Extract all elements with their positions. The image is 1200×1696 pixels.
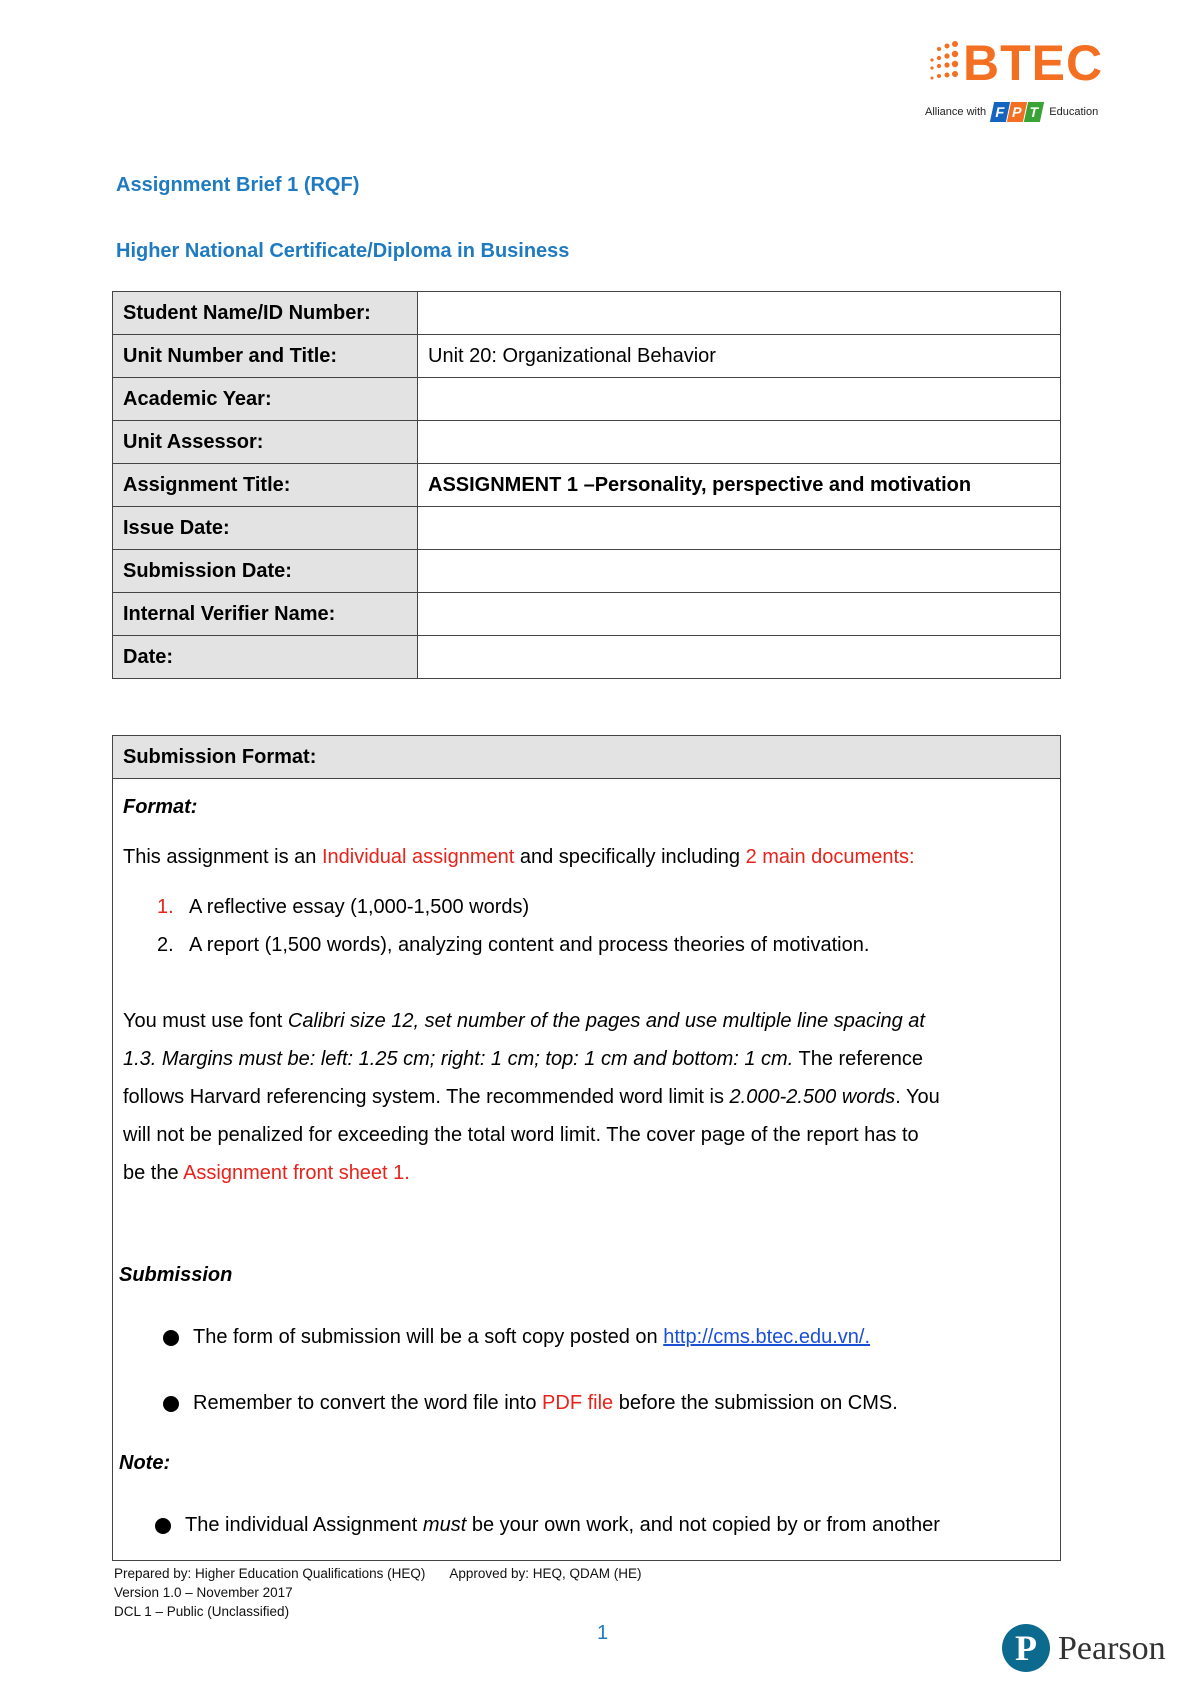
fpt-letter-f: F (990, 102, 1010, 122)
fpt-logo (992, 102, 1043, 122)
para-text: The reference (793, 1048, 923, 1070)
footer-dcl: DCL 1 – Public (Unclassified) (114, 1604, 290, 1619)
row-label: Academic Year: (113, 378, 418, 421)
list-number: 1. (157, 896, 174, 918)
footer-prepared: Prepared by: Higher Education Qualifications (HEQ) (114, 1566, 426, 1581)
intro-highlight-documents: 2 main documents: (745, 846, 915, 868)
para-italic: 1.3. Margins must be: left: 1.25 cm; right: 1 cm; top: 1 cm and bottom: 1 cm. (123, 1048, 794, 1070)
list-number: 2. (157, 934, 174, 956)
bullet-text: The individual Assignment (185, 1514, 423, 1536)
pdf-highlight: PDF file (542, 1392, 614, 1414)
list-item (157, 896, 529, 919)
pearson-mark-icon: P (1002, 1624, 1050, 1672)
bullet-italic: must (422, 1514, 467, 1536)
table-row (113, 507, 1061, 550)
cms-link[interactable]: http://cms.btec.edu.vn/. (663, 1326, 871, 1348)
row-value (418, 593, 1061, 636)
assignment-brief-title: Assignment Brief 1 (RQF) (116, 174, 360, 196)
row-value (418, 507, 1061, 550)
table-row (113, 421, 1061, 464)
page-number: 1 (597, 1622, 609, 1644)
row-label: Internal Verifier Name: (113, 593, 418, 636)
row-value (418, 636, 1061, 679)
row-label: Date: (113, 636, 418, 679)
format-paragraph-line-5 (123, 1162, 410, 1185)
bullet-icon (163, 1330, 179, 1346)
para-italic: 2.000-2.500 words (729, 1086, 896, 1108)
footer-approved: Approved by: HEQ, QDAM (HE) (449, 1566, 642, 1581)
submission-label: Submission (119, 1264, 233, 1286)
para-text: . You (895, 1086, 940, 1108)
btec-dots-icon (925, 38, 965, 86)
front-sheet-highlight: Assignment front sheet 1. (183, 1162, 410, 1184)
table-row (113, 636, 1061, 679)
row-value (418, 292, 1061, 335)
assignment-info-table (112, 291, 1061, 679)
row-value (418, 550, 1061, 593)
row-label: Unit Assessor: (113, 421, 418, 464)
format-paragraph-line-4: will not be penalized for exceeding the total word limit. The cover page of the report has to (123, 1124, 919, 1146)
pearson-logo (1002, 1624, 1182, 1678)
row-value: Unit 20: Organizational Behavior (418, 335, 1061, 378)
bullet-text: be your own work, and not copied by or from another (466, 1514, 940, 1536)
table-row (113, 593, 1061, 636)
row-label: Submission Date: (113, 550, 418, 593)
bullet-text: The form of submission will be a soft copy posted on (193, 1326, 664, 1348)
submission-bullet-2 (163, 1392, 898, 1415)
table-row (113, 292, 1061, 335)
para-italic: Calibri size 12, set number of the pages and use multiple line spacing at (287, 1010, 925, 1032)
list-item (157, 934, 869, 957)
row-label: Unit Number and Title: (113, 335, 418, 378)
format-label: Format: (123, 796, 198, 818)
note-label: Note: (119, 1452, 171, 1474)
table-row (113, 464, 1061, 507)
bullet-text: before the submission on CMS. (613, 1392, 898, 1414)
list-text: A report (1,500 words), analyzing content and process theories of motivation. (189, 934, 870, 956)
pearson-wordmark: Pearson (1058, 1630, 1166, 1667)
note-bullet (155, 1514, 940, 1537)
alliance-line (925, 102, 1098, 122)
submission-format-box (112, 735, 1061, 1561)
format-paragraph-line-1 (123, 1010, 925, 1033)
format-paragraph-line-3 (123, 1086, 940, 1109)
submission-bullet-1 (163, 1326, 870, 1349)
document-footer (114, 1564, 641, 1621)
btec-logo (925, 30, 1104, 130)
bullet-icon (163, 1396, 179, 1412)
footer-version: Version 1.0 – November 2017 (114, 1585, 293, 1600)
fpt-letter-p: P (1007, 102, 1027, 122)
bullet-icon (155, 1518, 171, 1534)
format-paragraph-line-2 (123, 1048, 923, 1071)
btec-wordmark: BTEC (963, 35, 1104, 91)
intro-text-a: This assignment is an (123, 846, 322, 868)
row-value: ASSIGNMENT 1 –Personality, perspective and motivation (418, 464, 1061, 507)
para-text: You must use font (123, 1010, 288, 1032)
intro-highlight-individual: Individual assignment (321, 846, 515, 868)
submission-format-heading: Submission Format: (113, 736, 1060, 779)
row-value (418, 421, 1061, 464)
footer-line-1 (114, 1564, 641, 1583)
alliance-prefix: Alliance with (925, 105, 987, 118)
list-text: A reflective essay (1,000-1,500 words) (189, 896, 530, 918)
qualification-subtitle: Higher National Certificate/Diploma in Business (116, 240, 570, 262)
para-text: follows Harvard referencing system. The recommended word limit is (123, 1086, 730, 1108)
bullet-text: Remember to convert the word file into (193, 1392, 543, 1414)
format-intro (123, 846, 915, 869)
intro-text-b: and specifically including (514, 846, 746, 868)
row-value (418, 378, 1061, 421)
para-text: be the (123, 1162, 184, 1184)
fpt-letter-t: T (1024, 102, 1044, 122)
table-row (113, 550, 1061, 593)
table-row (113, 335, 1061, 378)
row-label: Issue Date: (113, 507, 418, 550)
row-label: Student Name/ID Number: (113, 292, 418, 335)
table-row (113, 378, 1061, 421)
row-label: Assignment Title: (113, 464, 418, 507)
alliance-suffix: Education (1049, 105, 1099, 118)
